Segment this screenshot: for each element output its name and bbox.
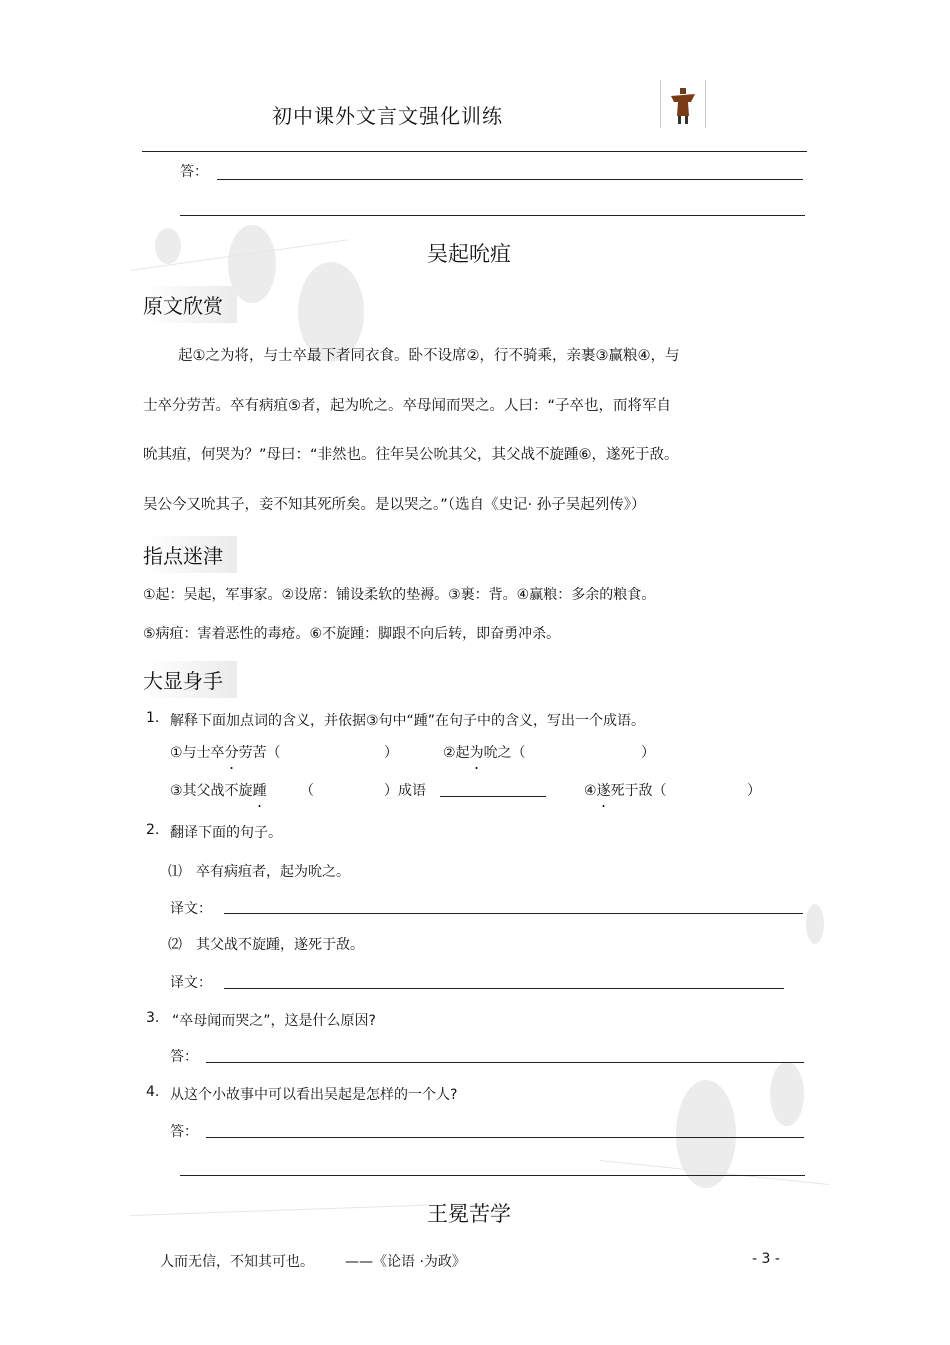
translation-line[interactable] — [224, 988, 784, 989]
story-title: 吴起吮疽 — [427, 242, 511, 266]
q1-item-d: ④遂死于敌（ — [584, 783, 667, 799]
q1-item-b: ②起为吮之（ — [443, 745, 526, 761]
answer-line[interactable] — [180, 215, 805, 216]
answer-line[interactable] — [206, 1137, 804, 1138]
paragraph-line: 吴公今又吮其子，妾不知其死所矣。是以哭之。”（选自《史记· 孙子吴起列传》） — [143, 497, 646, 513]
figure-logo-icon — [660, 80, 706, 128]
question-number: 1. — [146, 710, 160, 726]
answer-line[interactable] — [217, 179, 803, 180]
answer-line[interactable] — [180, 1175, 805, 1176]
q1-item-d-close: ） — [747, 783, 761, 799]
background-circle — [155, 228, 181, 264]
q1-item-c: ③其父战不旋踵 — [170, 783, 267, 799]
q1-item-b-close: ） — [641, 745, 655, 761]
note-line: ①起：吴起，军事家。②设席：铺设柔软的垫褥。③裹：背。④赢粮：多余的粮食。 — [143, 587, 656, 603]
background-circle — [770, 1062, 804, 1126]
sentence-text: 卒有病疽者，起为吮之。 — [196, 864, 350, 880]
footer-quote: 人而无信，不知其可也。 — [160, 1254, 314, 1270]
q1-item-a: ①与士卒分劳苦（ — [170, 745, 281, 761]
page-number: - 3 - — [752, 1251, 780, 1267]
question-text: “卒母闻而哭之”，这是什么原因? — [172, 1013, 376, 1029]
answer-line[interactable] — [206, 1062, 804, 1063]
question-number: 3. — [146, 1010, 160, 1026]
section-heading-original: 原文欣赏 — [143, 286, 237, 323]
q1-item-c-open: （ — [300, 783, 314, 799]
translation-label: 译文： — [170, 975, 212, 991]
question-number: 4. — [146, 1084, 160, 1100]
paragraph-line: 士卒分劳苦。卒有病疽⑤者，起为吮之。卒母闻而哭之。人曰：“子卒也，而将军自 — [143, 398, 672, 414]
footer-source: ——《论语 ·为政》 — [345, 1254, 466, 1270]
sentence-number: ⑵ — [168, 937, 182, 953]
sentence-text: 其父战不旋踵，遂死于敌。 — [196, 937, 364, 953]
translation-label: 译文： — [170, 901, 212, 917]
answer-label: 答： — [180, 164, 208, 180]
background-circle — [806, 904, 824, 944]
header-divider — [142, 151, 807, 152]
question-text: 解释下面加点词的含义，并依据③句中“踵”在句子中的含义，写出一个成语。 — [170, 713, 646, 729]
translation-line[interactable] — [224, 913, 803, 914]
idiom-answer-line[interactable] — [440, 796, 546, 797]
document-header-title: 初中课外文言文强化训练 — [272, 104, 503, 128]
paragraph-line: 起①之为将，与士卒最下者同衣食。卧不设席②，行不骑乘，亲裹③赢粮④，与 — [178, 348, 680, 364]
q1-item-c-close: ）成语 — [384, 783, 426, 799]
answer-label: 答： — [170, 1049, 198, 1065]
background-line — [130, 1205, 430, 1216]
q1-item-a-close: ） — [384, 745, 398, 761]
question-text: 从这个小故事中可以看出吴起是怎样的一个人? — [170, 1087, 458, 1103]
sentence-number: ⑴ — [168, 864, 182, 880]
question-text: 翻译下面的句子。 — [170, 825, 282, 841]
question-number: 2. — [146, 822, 160, 838]
section-heading-exercise: 大显身手 — [143, 661, 237, 698]
story-title: 王冕苦学 — [427, 1202, 511, 1226]
paragraph-line: 吮其疽，何哭为？”母曰：“非然也。往年吴公吮其父，其父战不旋踵⑥，遂死于敌。 — [143, 447, 679, 463]
answer-label: 答： — [170, 1124, 198, 1140]
note-line: ⑤病疽：害着恶性的毒疮。⑥不旋踵：脚跟不向后转，即奋勇冲杀。 — [143, 626, 561, 642]
section-heading-notes: 指点迷津 — [143, 536, 237, 573]
